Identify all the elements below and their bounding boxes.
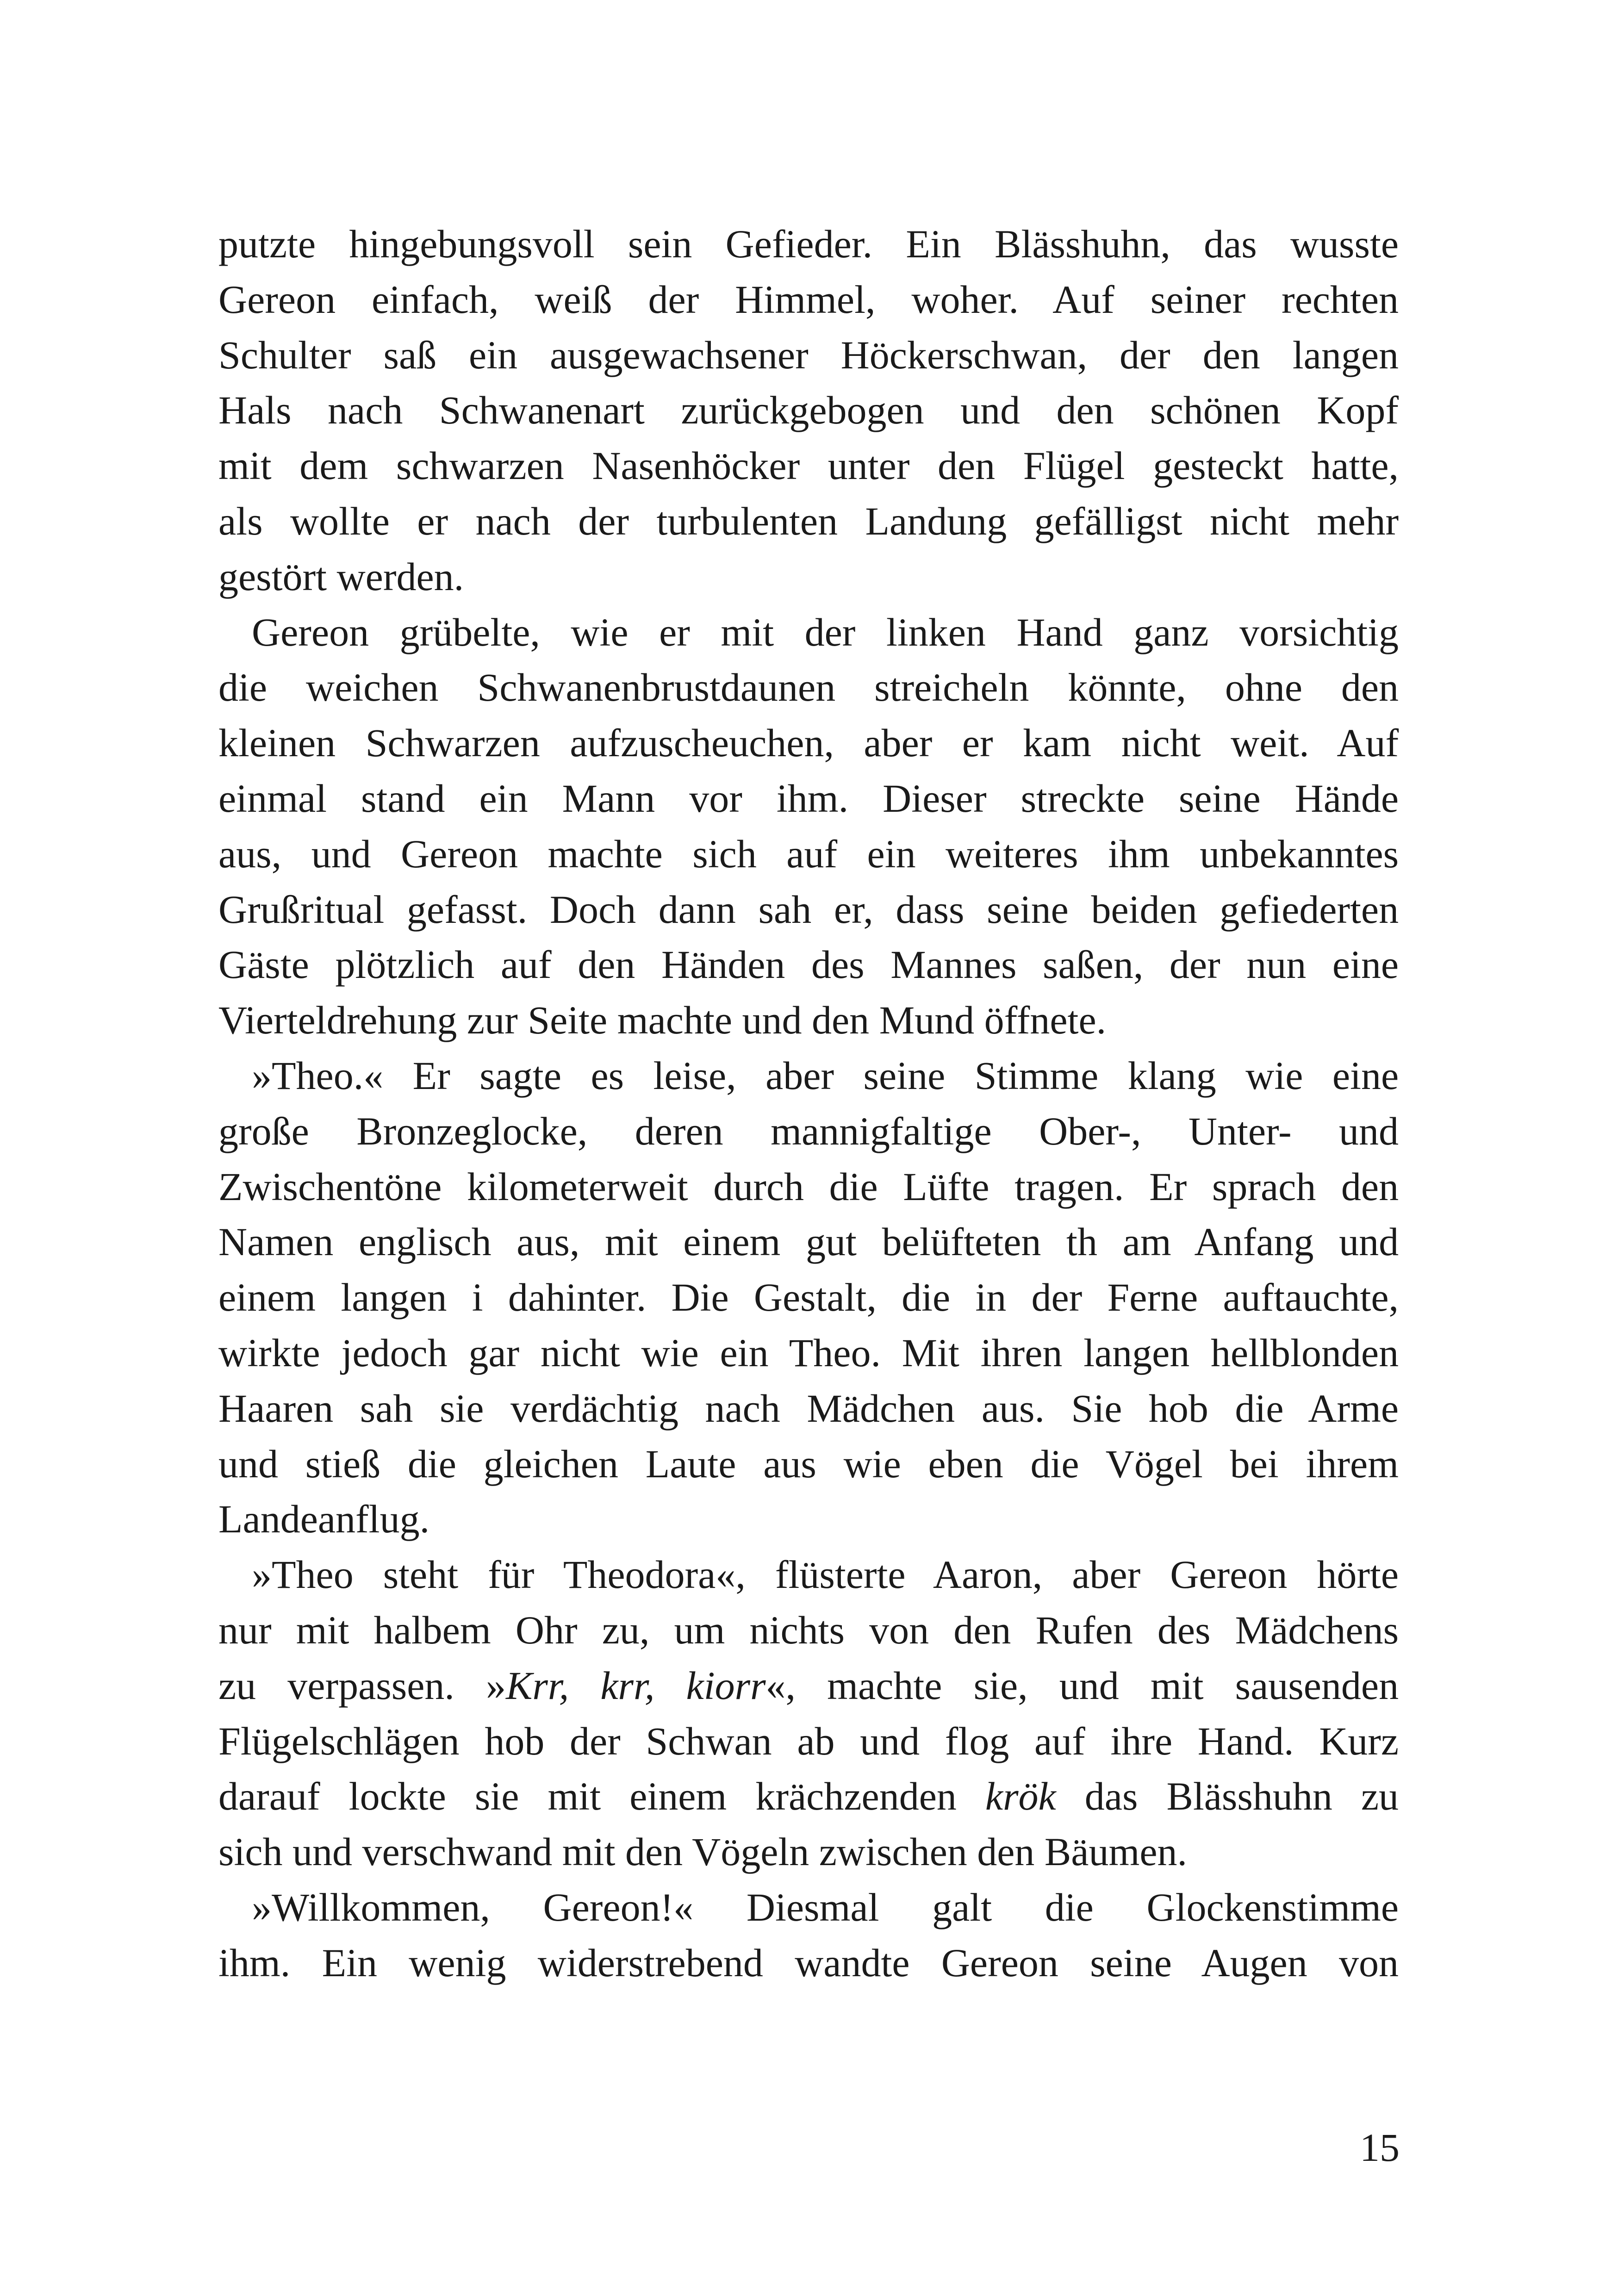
text-line: große Bronzeglocke, deren mannigfaltige Ober-, Unter- und <box>218 1108 1399 1153</box>
text-line: Landeanflug. <box>218 1497 430 1542</box>
text-line: Zwischentöne kilometerweit durch die Lüfte tragen. Er sprach den <box>218 1164 1399 1209</box>
text-line: wirkte jedoch gar nicht wie ein Theo. Mit ihren langen hellblonden <box>218 1330 1399 1375</box>
text-line: »Theo steht für Theodora«, flüsterte Aaron, aber Gereon hörte <box>252 1552 1399 1597</box>
paragraph <box>218 1880 1399 1991</box>
text-line: als wollte er nach der turbulenten Landung gefälligst nicht mehr <box>218 498 1399 543</box>
text-line: zu verpassen. »Krr, krr, kiorr«, machte sie, und mit sausenden <box>218 1663 1399 1708</box>
paragraph <box>218 605 1399 1048</box>
text-line: aus, und Gereon machte sich auf ein weiteres ihm unbekanntes <box>218 831 1399 876</box>
text-line: Namen englisch aus, mit einem gut belüfteten th am Anfang und <box>218 1220 1399 1264</box>
text-line: Hals nach Schwanenart zurückgebogen und den schönen Kopf <box>218 388 1399 433</box>
text-line: nur mit halbem Ohr zu, um nichts von den Rufen des Mädchens <box>218 1607 1399 1652</box>
text-line: »Willkommen, Gereon!« Diesmal galt die Glockenstimme <box>252 1885 1399 1929</box>
text-line: mit dem schwarzen Nasenhöcker unter den Flügel gesteckt hatte, <box>218 443 1399 488</box>
text-line: Gereon einfach, weiß der Himmel, woher. Auf seiner rechten <box>218 277 1399 322</box>
text-line: sich und verschwand mit den Vögeln zwischen den Bäumen. <box>218 1829 1188 1874</box>
paragraph <box>218 1048 1399 1547</box>
text-line: darauf lockte sie mit einem krächzenden krök das Blässhuhn zu <box>218 1774 1399 1819</box>
text-line: kleinen Schwarzen aufzuscheuchen, aber er kam nicht weit. Auf <box>218 721 1399 765</box>
body-text <box>218 217 1399 1991</box>
text-line: Grußritual gefasst. Doch dann sah er, dass seine beiden gefiederten <box>218 887 1399 932</box>
text-line: »Theo.« Er sagte es leise, aber seine Stimme klang wie eine <box>252 1053 1399 1098</box>
text-line: einem langen i dahinter. Die Gestalt, die in der Ferne auftauchte, <box>218 1275 1399 1320</box>
text-line: ihm. Ein wenig widerstrebend wandte Gereon seine Augen von <box>218 1940 1399 1985</box>
text-line: Vierteldrehung zur Seite machte und den Mund öffnete. <box>218 998 1107 1043</box>
paragraph <box>218 217 1399 605</box>
text-line: Gereon grübelte, wie er mit der linken Hand ganz vorsichtig <box>252 610 1399 654</box>
text-line: Flügelschlägen hob der Schwan ab und flog auf ihre Hand. Kurz <box>218 1718 1399 1763</box>
text-line: Schulter saß ein ausgewachsener Höckerschwan, der den langen <box>218 332 1399 377</box>
text-line: einmal stand ein Mann vor ihm. Dieser streckte seine Hände <box>218 776 1399 821</box>
page-number: 15 <box>1360 2125 1400 2170</box>
paragraph <box>218 1547 1399 1880</box>
text-line: Gäste plötzlich auf den Händen des Mannes saßen, der nun eine <box>218 942 1399 987</box>
text-line: putzte hingebungsvoll sein Gefieder. Ein Blässhuhn, das wusste <box>218 222 1399 266</box>
text-line: und stieß die gleichen Laute aus wie eben die Vögel bei ihrem <box>218 1441 1399 1486</box>
text-line: die weichen Schwanenbrustdaunen streicheln könnte, ohne den <box>218 665 1399 710</box>
text-line: gestört werden. <box>218 554 464 599</box>
text-line: Haaren sah sie verdächtig nach Mädchen aus. Sie hob die Arme <box>218 1386 1399 1431</box>
